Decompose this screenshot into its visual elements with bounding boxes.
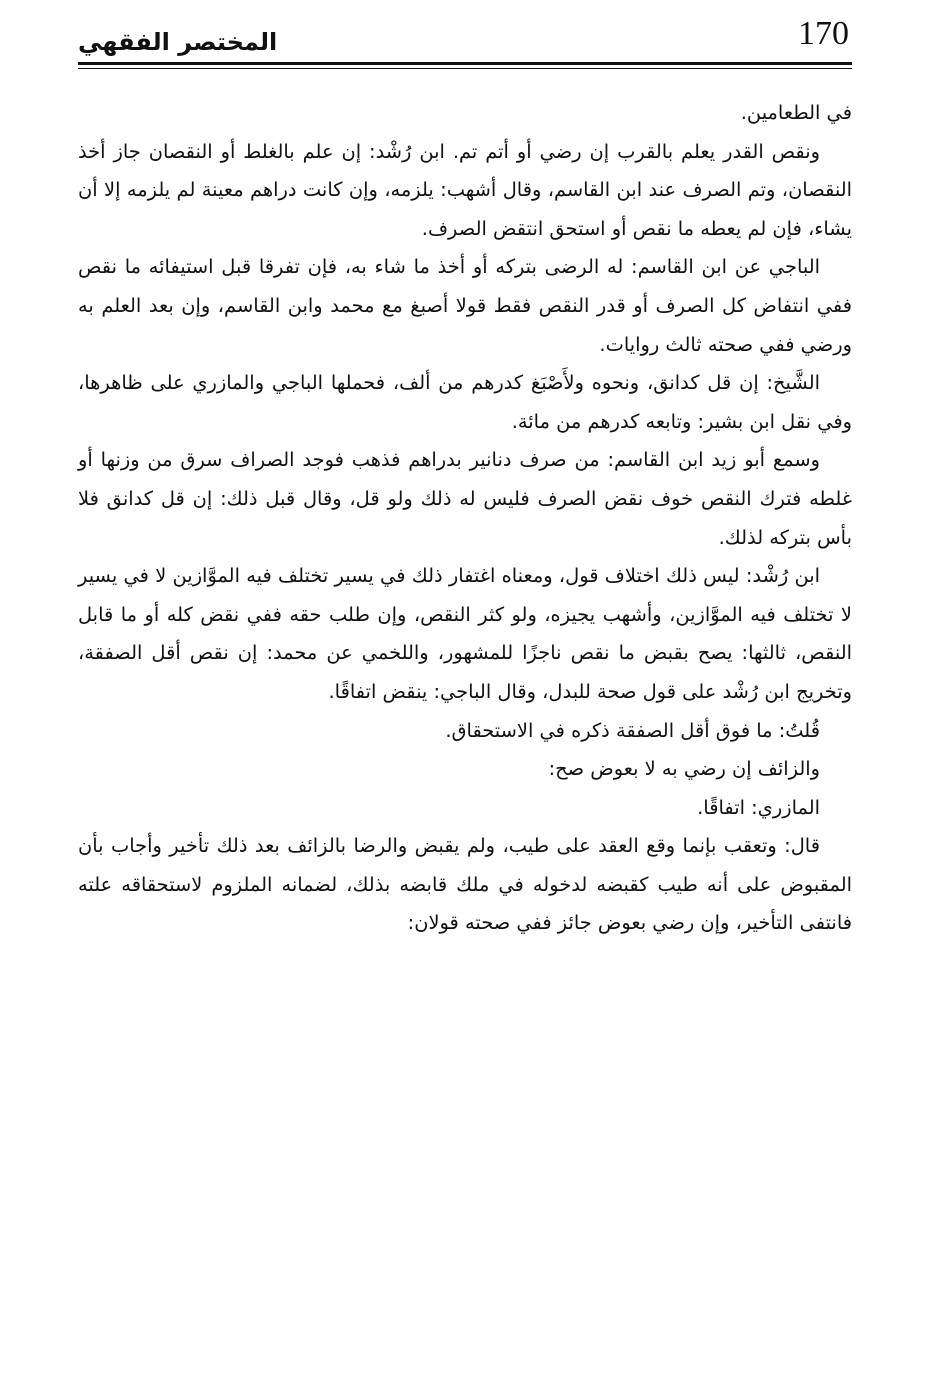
paragraph: وسمع أبو زيد ابن القاسم: من صرف دنانير بدراهم فذهب فوجد الصراف سرق من وزنها أو غلطه فترك النقص خوف نقض الصرف فليس له ذلك ولو قل، وقال قبل ذلك: إن قل كدانق فلا بأس بتركه لذلك. [78,448,852,549]
header-rule-thick [78,62,852,65]
paragraph: في الطعامين. [740,101,852,124]
paragraph: والزائف إن رضي به لا بعوض صح: [548,757,820,781]
paragraph: قُلتُ: ما فوق أقل الصفقة ذكره في الاستحقاق. [445,718,820,742]
paragraph: المازري: اتفاقًا. [697,795,820,819]
book-page [78,12,852,1352]
page-header [78,12,852,64]
paragraph: قال: وتعقب بإنما وقع العقد على طيب، ولم يقبض والرضا بالزائف بعد ذلك تأخير وأجاب بأن المقبوض على أنه طيب كقبضه لدخوله في ملك قابضه بذلك، لضمانه الملزوم لاستحقاقه علته فانتفى التأخير، وإن رضي بعوض جائز ففي صحته قولان: [78,834,852,935]
running-title: المختصر الفقهي [78,28,278,56]
page-number: 170 [798,15,849,52]
header-rule-thin [78,68,852,69]
paragraph: الشَّيخ: إن قل كدانق، ونحوه ولأَصْبَغ كدرهم من ألف، فحملها الباجي والمازري على ظاهرها، وفي نقل ابن بشير: وتابعه كدرهم من مائة. [78,371,852,433]
paragraph: ابن رُشْد: ليس ذلك اختلاف قول، ومعناه اغتفار ذلك في يسير تختلف فيه الموَّازين لا في يسير لا تختلف فيه الموَّازين، وأشهب يجيزه، ولو كثر النقص، وإن طلب حقه ففي نقض كله أو ما قابل النقص، ثالثها: يصح بقبض ما نقص ناجزًا للمشهور، واللخمي عن محمد: إن نقص أقل الصفقة، وتخريج ابن رُشْد على قول صحة للبدل، وقال الباجي: ينقض اتفاقًا. [78,564,852,703]
paragraph: الباجي عن ابن القاسم: له الرضى بتركه أو أخذ ما شاء به، فإن تفرقا قبل استيفائه ما نقص ففي انتفاض كل الصرف أو قدر النقص فقط قولا أصبغ مع محمد وابن القاسم، وإن بعد العلم به ورضي ففي صحته ثالث روايات. [78,255,852,356]
paragraph: ونقص القدر يعلم بالقرب إن رضي أو أتم تم. ابن رُشْد: إن علم بالغلط أو النقصان جاز أخذ النقصان، وتم الصرف عند ابن القاسم، وقال أشهب: يلزمه، وإن كانت دراهم معينة لم يلزمه إلا أن يشاء، فإن لم يعطه ما نقص أو استحق انتقض الصرف. [78,139,852,240]
page-body [78,94,852,943]
